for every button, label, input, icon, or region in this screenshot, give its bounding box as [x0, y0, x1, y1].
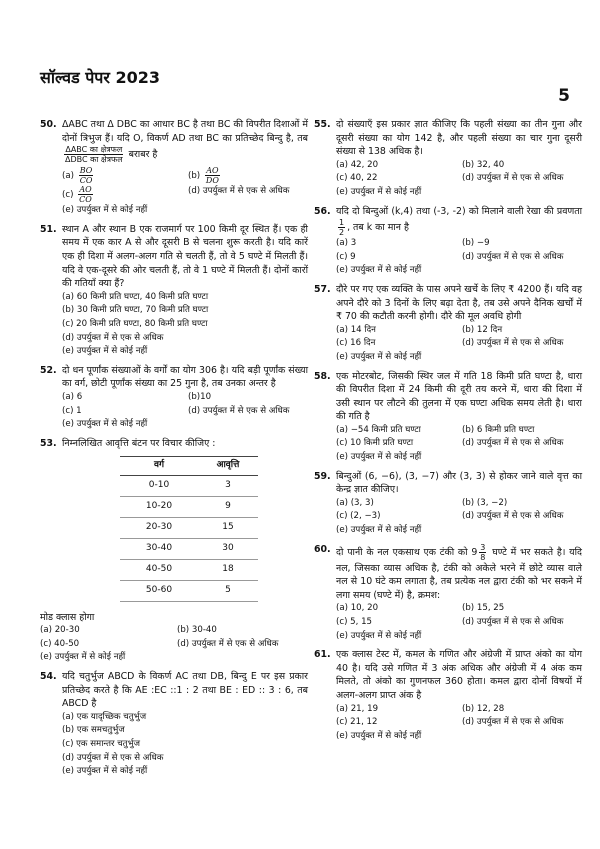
question-number: 55.: [314, 119, 331, 130]
question-number: 60.: [314, 543, 331, 555]
option-d[interactable]: (d) उपर्युक्त में से एक से अधिक: [462, 438, 564, 449]
option-c[interactable]: (c) 5, 15: [336, 617, 373, 627]
option-a[interactable]: (a) 10, 20: [336, 603, 379, 614]
question-number: 53.: [40, 437, 57, 449]
question-number: 59.: [314, 470, 331, 482]
option-e[interactable]: (e) उपर्युक्त में से कोई नहीं: [62, 419, 148, 430]
question-text: एक मोटरबोट, जिसकी स्थिर जल में गति 18 किमी प्रति घण्टा है, धारा की विपरीत दिशा में 24 किमी की दूरी तय करने में, धारा की दिशा में उसी स्थान पर लौटने की तुलना में एक घण्टा अधिक समय लेती है। धारा की गति है: [336, 370, 582, 423]
table-row: 20-30 15: [120, 517, 258, 538]
option-a[interactable]: (a) 6: [62, 391, 83, 402]
option-d[interactable]: (d) उपर्युक्त में से एक से अधिक: [62, 332, 164, 343]
question-54: [40, 670, 308, 779]
question-60: [314, 543, 582, 644]
table-row: 30-40 30: [120, 538, 258, 559]
question-text: दौरे पर गए एक व्यक्ति के पास अपने खर्चे के लिए ₹ 4200 हैं। यदि वह अपने दौरे को 3 दिनों के लिए बढ़ा देता है, तब उसे अपने दैनिक खर्चों में ₹ 70 की कटौती करनी होगी। दौरे की मूल अवधि होगी: [336, 283, 582, 323]
option-c[interactable]: (c) (2, −3): [336, 511, 381, 522]
option-a[interactable]: (a) 14 दिन: [336, 324, 376, 335]
question-text: दो संख्याएँ इस प्रकार ज्ञात कीजिए कि पहली संख्या का तीन गुना और दूसरी संख्या का योग 142 है, और पहली संख्या का चार गुना दूसरी संख्या से 138 अधिक है।: [336, 119, 582, 158]
option-a[interactable]: (a) 21, 19: [336, 703, 379, 714]
option-e[interactable]: (e) उपर्युक्त में से कोई नहीं: [336, 186, 422, 197]
option-e[interactable]: (e) उपर्युक्त में से कोई नहीं: [336, 452, 422, 463]
table-row: 0-10 3: [120, 475, 258, 496]
option-a[interactable]: (a) (3, 3): [336, 497, 374, 508]
option-a[interactable]: (a) −54 किमी प्रति घण्टा: [336, 424, 421, 435]
option-d[interactable]: (d) उपर्युक्त में से एक से अधिक: [462, 173, 564, 184]
option-e[interactable]: (e) उपर्युक्त में से कोई नहीं: [336, 351, 422, 362]
option-b[interactable]: (b) 6 किमी प्रति घण्टा: [462, 424, 535, 435]
option-e[interactable]: (e) उपर्युक्त में से कोई नहीं: [336, 265, 422, 276]
question-55: [314, 118, 582, 200]
question-text: यदि दो बिन्दुओं (k,4) तथा (-3, -2) को मिलाने वाली रेखा की प्रवणता $\frac{1}{2}$ , तब k का मान है: [336, 205, 582, 238]
question-51: [40, 223, 308, 359]
option-c[interactable]: (c) 1: [62, 405, 82, 416]
option-b[interactable]: (b) 12 दिन: [462, 324, 503, 335]
option-c[interactable]: (c) 9: [336, 251, 356, 262]
question-number: 54.: [40, 671, 57, 683]
question-50: [40, 118, 308, 218]
left-column: [40, 118, 308, 784]
option-d[interactable]: (d) उपर्युक्त में से एक से अधिक: [462, 717, 564, 728]
question-text: ΔABC तथा Δ DBC का आधार BC है तथा BC की विपरीत दिशाओं में दोनों त्रिभुज हैं। यदि O, विकर्ण AD तथा BC का प्रतिच्छेद बिन्दु है, तब $\frac{\text{ΔABC का क्षेत्रफल}}{\text{ΔDBC का क्षेत्रफल}}$ बराबर है: [62, 119, 308, 165]
option-c[interactable]: (c) एक समान्तर चतुर्भुज: [62, 739, 140, 750]
column-header-frequency: आवृत्ति: [198, 457, 258, 476]
option-c[interactable]: (c) 21, 12: [336, 717, 378, 728]
right-column: [314, 118, 582, 748]
question-52: [40, 364, 308, 432]
option-d[interactable]: (d) उपर्युक्त में से एक से अधिक: [462, 338, 564, 349]
option-c[interactable]: (c) $\frac{AO}{CO}$: [62, 185, 92, 205]
option-e[interactable]: (e) उपर्युक्त में से कोई नहीं: [62, 205, 148, 216]
page-number: 5: [558, 86, 570, 106]
option-d[interactable]: (d) उपर्युक्त में से एक से अधिक: [462, 251, 564, 262]
question-text: बिन्दुओं (6, −6), (3, −7) और (3, 3) से होकर जाने वाले वृत्त का केन्द्र ज्ञात कीजिए।: [336, 470, 582, 496]
question-61: [314, 648, 582, 743]
option-e[interactable]: (e) उपर्युक्त में से कोई नहीं: [40, 652, 126, 663]
option-d[interactable]: (d) उपर्युक्त में से एक से अधिक: [62, 752, 164, 763]
option-a[interactable]: (a) 20-30: [40, 625, 80, 636]
question-text: मोड क्लास होगा: [40, 611, 95, 623]
table-row: 40-50 18: [120, 559, 258, 580]
question-58: [314, 370, 582, 465]
option-e[interactable]: (e) उपर्युक्त में से कोई नहीं: [336, 630, 422, 641]
option-d[interactable]: (d) उपर्युक्त में से एक से अधिक: [188, 186, 290, 197]
area-ratio-fraction: $\frac{\text{ΔABC का क्षेत्रफल}}{\text{ΔDBC का क्षेत्रफल}}$: [65, 145, 123, 165]
option-d[interactable]: (d) उपर्युक्त में से एक से अधिक: [177, 638, 279, 649]
question-57: [314, 283, 582, 365]
option-c[interactable]: (c) 16 दिन: [336, 338, 376, 349]
option-b[interactable]: (b) 30-40: [177, 625, 217, 636]
question-56: [314, 205, 582, 278]
option-b[interactable]: (b) $\frac{AO}{DO}$: [188, 166, 219, 186]
question-number: 56.: [314, 205, 331, 217]
question-53: [40, 437, 308, 608]
question-text: स्थान A और स्थान B एक राजमार्ग पर 100 किमी दूर स्थित हैं। एक ही समय में एक कार A से और दूसरी B से चलना शुरू करती है। यदि कारें एक ही दिशा में अलग-अलग गति से चलती हैं, तो वे 5 घण्टे में मिलती हैं। यदि वे एक-दूसरे की ओर चलती हैं, तो वे 1 घण्टे में मिलती हैं। दोनों कारों की गतियाँ क्या हैं?: [62, 223, 308, 290]
question-text: दो पानी के नल एकसाथ एक टंकी को 9 $\frac{3}{8}$ घण्टे में भर सकते है। यदि नल, जिसका व्यास अधिक है, टंकी को अकेले भरने में छोटे व्यास वाले नल से 10 घंटे कम लगाता है, तब प्रत्येक नल द्वारा टंकी को भर सकने में लगा समय (घण्टे में) है, क्रमश:: [336, 542, 583, 601]
option-a[interactable]: (a) 60 किमी प्रति घण्टा, 40 किमी प्रति घण्टा: [62, 291, 209, 302]
question-53-continued: [40, 611, 308, 665]
slope-fraction: $\frac{1}{2}$: [339, 218, 345, 238]
option-e[interactable]: (e) उपर्युक्त में से कोई नहीं: [336, 525, 422, 536]
question-59: [314, 470, 582, 538]
option-b[interactable]: (b)10: [188, 391, 212, 402]
option-a[interactable]: (a) 3: [336, 238, 357, 249]
option-c[interactable]: (c) 20 किमी प्रति घण्टा, 80 किमी प्रति घण्टा: [62, 318, 208, 329]
option-e[interactable]: (e) उपर्युक्त में से कोई नहीं: [62, 346, 148, 357]
option-e[interactable]: (e) उपर्युक्त में से कोई नहीं: [62, 766, 148, 777]
question-number: 50.: [40, 119, 57, 130]
option-b[interactable]: (b) 30 किमी प्रति घण्टा, 70 किमी प्रति घण्टा: [62, 305, 209, 316]
option-b[interactable]: (b) 12, 28: [462, 703, 505, 714]
question-number: 57.: [314, 283, 331, 295]
option-b[interactable]: (b) −9: [462, 238, 490, 249]
frequency-table: [120, 456, 258, 601]
option-b[interactable]: (b) 32, 40: [462, 159, 505, 170]
option-e[interactable]: (e) उपर्युक्त में से कोई नहीं: [336, 730, 422, 741]
option-c[interactable]: (c) 40-50: [40, 638, 80, 649]
question-text: एक क्लास टेस्ट में, कमल के गणित और अंग्रेजी में प्राप्त अंको का योग 40 है। यदि उसे गणित में 3 अंक अधिक और अंग्रेजी में 4 अंक कम मिलते, तो अंको का गुणनफल 360 होता। कमल द्वारा दोनों विषयों में अलग-अलग प्राप्त अंक है: [336, 649, 582, 701]
option-c[interactable]: (c) 10 किमी प्रति घण्टा: [336, 438, 414, 449]
question-text: दो धन पूर्णांक संख्याओं के वर्गों का योग 306 है। यदि बड़ी पूर्णांक संख्या का वर्ग, छोटी पूर्णांक संख्या का 25 गुना है, तब उनका अन्तर है: [62, 364, 308, 390]
option-a[interactable]: (a) एक यादृच्छिक चतुर्भुज: [62, 711, 147, 722]
question-number: 61.: [314, 649, 331, 661]
option-a[interactable]: (a) 42, 20: [336, 159, 379, 170]
option-a[interactable]: (a) $\frac{BO}{CO}$: [62, 166, 93, 186]
option-d[interactable]: (d) उपर्युक्त में से एक से अधिक: [462, 617, 564, 627]
option-b[interactable]: (b) एक समचतुर्भुज: [62, 725, 125, 736]
column-header-class: वर्ग: [120, 457, 198, 476]
question-number: 51.: [40, 223, 57, 235]
option-d[interactable]: (d) उपर्युक्त में से एक से अधिक: [188, 405, 290, 416]
question-number: 58.: [314, 370, 331, 382]
book-title: सॉल्वड पेपर 2023: [40, 68, 161, 87]
question-text: निम्नलिखित आवृत्ति बंटन पर विचार कीजिए :: [62, 437, 216, 449]
question-number: 52.: [40, 364, 57, 376]
option-b[interactable]: (b) 15, 25: [462, 603, 505, 614]
option-d[interactable]: (d) उपर्युक्त में से एक से अधिक: [462, 511, 564, 522]
option-b[interactable]: (b) (3, −2): [462, 497, 508, 508]
mixed-fraction: $\frac{3}{8}$: [480, 542, 486, 562]
question-text: यदि चतुर्भुज ABCD के विकर्ण AC तथा DB, बिन्दु E पर इस प्रकार प्रतिच्छेद करते है कि AE :EC ::1 : 2 तथा BE : ED :: 3 : 6, तब ABCD है: [62, 671, 308, 710]
option-c[interactable]: (c) 40, 22: [336, 173, 378, 184]
table-row: 10-20 9: [120, 496, 258, 517]
table-row: 50-60 5: [120, 580, 258, 601]
